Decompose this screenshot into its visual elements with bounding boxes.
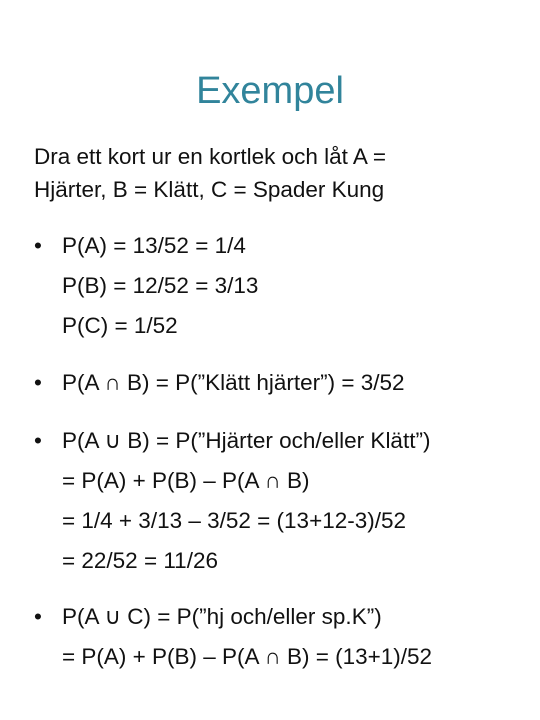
bullet-dot: • (34, 370, 42, 395)
bullet-dot: • (34, 428, 42, 453)
bullet-lines (62, 421, 430, 581)
intro-line: Hjärter, B = Klätt, C = Spader Kung (34, 177, 385, 202)
formula-line: = P(A) + P(B) – P(A ∩ B) = (13+1)/52 (62, 644, 433, 669)
formula-line: P(B) = 12/52 = 3/13 (62, 273, 259, 298)
bullet-lines (62, 597, 432, 677)
slide-title: Exempel (196, 70, 344, 112)
bullet-lines (62, 363, 405, 403)
formula-line: P(A) = 13/52 = 1/4 (62, 233, 246, 258)
bullet-dot: • (34, 233, 42, 258)
formula-line: P(C) = 1/52 (62, 313, 178, 338)
bullet-lines (62, 226, 258, 346)
bullet-dot: • (34, 604, 42, 629)
formula-line: = 1/4 + 3/13 – 3/52 = (13+12-3)/52 (62, 508, 407, 533)
formula-line: P(A ∪ C) = P(”hj och/eller sp.K”) (62, 604, 382, 629)
formula-line: = P(A) + P(B) – P(A ∩ B) (62, 468, 310, 493)
intro-line: Dra ett kort ur en kortlek och låt A = (34, 144, 387, 169)
formula-line: P(A ∩ B) = P(”Klätt hjärter”) = 3/52 (62, 370, 405, 395)
intro-text (34, 140, 524, 206)
formula-line: P(A ∪ B) = P(”Hjärter och/eller Klätt”) (62, 428, 431, 453)
formula-line: = 22/52 = 11/26 (62, 548, 218, 573)
